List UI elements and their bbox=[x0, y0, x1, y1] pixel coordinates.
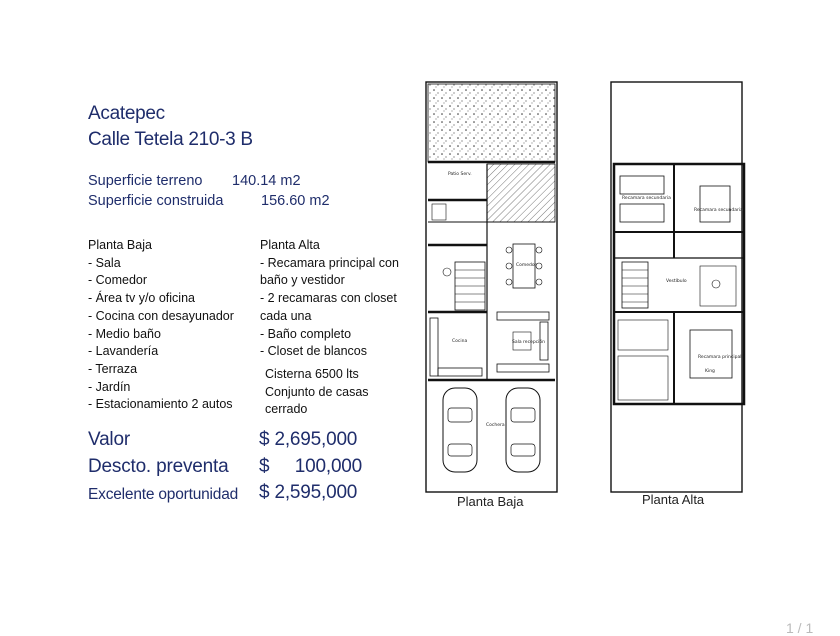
room-label: Sala recepción bbox=[512, 340, 546, 345]
room-label: Recamara secundaria bbox=[694, 208, 743, 213]
terraza-area bbox=[487, 164, 555, 222]
planta-baja-title: Planta Baja bbox=[88, 238, 152, 252]
room-label: Recamara principal bbox=[698, 355, 742, 360]
room-label: Recamara secundaria bbox=[622, 196, 671, 201]
oportunidad-value: $ 2,595,000 bbox=[259, 482, 358, 503]
room-label: Cochera bbox=[486, 423, 505, 428]
list-item: - Cocina con desayunador bbox=[88, 308, 234, 323]
area-construida-label: Superficie construida bbox=[88, 193, 224, 209]
address-title: Calle Tetela 210-3 B bbox=[88, 129, 253, 150]
list-item: - Lavandería bbox=[88, 344, 159, 359]
cerrado-note: cerrado bbox=[265, 402, 308, 417]
list-item: - Jardín bbox=[88, 379, 131, 394]
room-label: Patio Serv. bbox=[448, 172, 472, 177]
descuento-value: $ 100,000 bbox=[259, 456, 363, 477]
valor-label: Valor bbox=[88, 429, 130, 450]
list-item: - Sala bbox=[88, 255, 121, 270]
area-terreno-label: Superficie terreno bbox=[88, 173, 203, 189]
planta-alta-label: Planta Alta bbox=[642, 492, 705, 507]
room-label: King bbox=[705, 369, 715, 374]
conjunto-note: Conjunto de casas bbox=[265, 384, 369, 399]
descuento-label: Descto. preventa bbox=[88, 456, 229, 477]
list-item: cada una bbox=[260, 308, 312, 323]
room-label: Vestíbulo bbox=[666, 279, 687, 284]
list-item: - Comedor bbox=[88, 273, 148, 288]
room-label: Cocina bbox=[452, 339, 468, 344]
list-item: - Recamara principal con bbox=[260, 255, 399, 270]
car-1 bbox=[443, 388, 477, 472]
planta-alta-title: Planta Alta bbox=[260, 238, 320, 252]
list-item: - Terraza bbox=[88, 361, 138, 376]
page-indicator: 1 / 1 bbox=[786, 620, 814, 636]
oportunidad-label: Excelente oportunidad bbox=[88, 486, 239, 503]
planta-alta-plan bbox=[611, 82, 744, 492]
list-item: baño y vestidor bbox=[260, 273, 345, 288]
car-2 bbox=[506, 388, 540, 472]
planta-baja-plan bbox=[426, 82, 557, 492]
list-item: - Estacionamiento 2 autos bbox=[88, 397, 233, 412]
list-item: - 2 recamaras con closet bbox=[260, 291, 397, 306]
area-terreno-value: 140.14 m2 bbox=[232, 173, 301, 189]
garden-area bbox=[428, 84, 555, 162]
list-item: - Baño completo bbox=[260, 326, 352, 341]
area-construida-value: 156.60 m2 bbox=[261, 193, 330, 209]
location-title: Acatepec bbox=[88, 103, 165, 124]
cisterna-note: Cisterna 6500 lts bbox=[265, 367, 359, 381]
planta-baja-label: Planta Baja bbox=[457, 494, 524, 509]
list-item: - Closet de blancos bbox=[260, 344, 368, 359]
room-label: Comedor bbox=[516, 263, 537, 268]
list-item: - Medio baño bbox=[88, 326, 161, 341]
valor-value: $ 2,695,000 bbox=[259, 429, 358, 450]
list-item: - Área tv y/o oficina bbox=[88, 291, 195, 306]
